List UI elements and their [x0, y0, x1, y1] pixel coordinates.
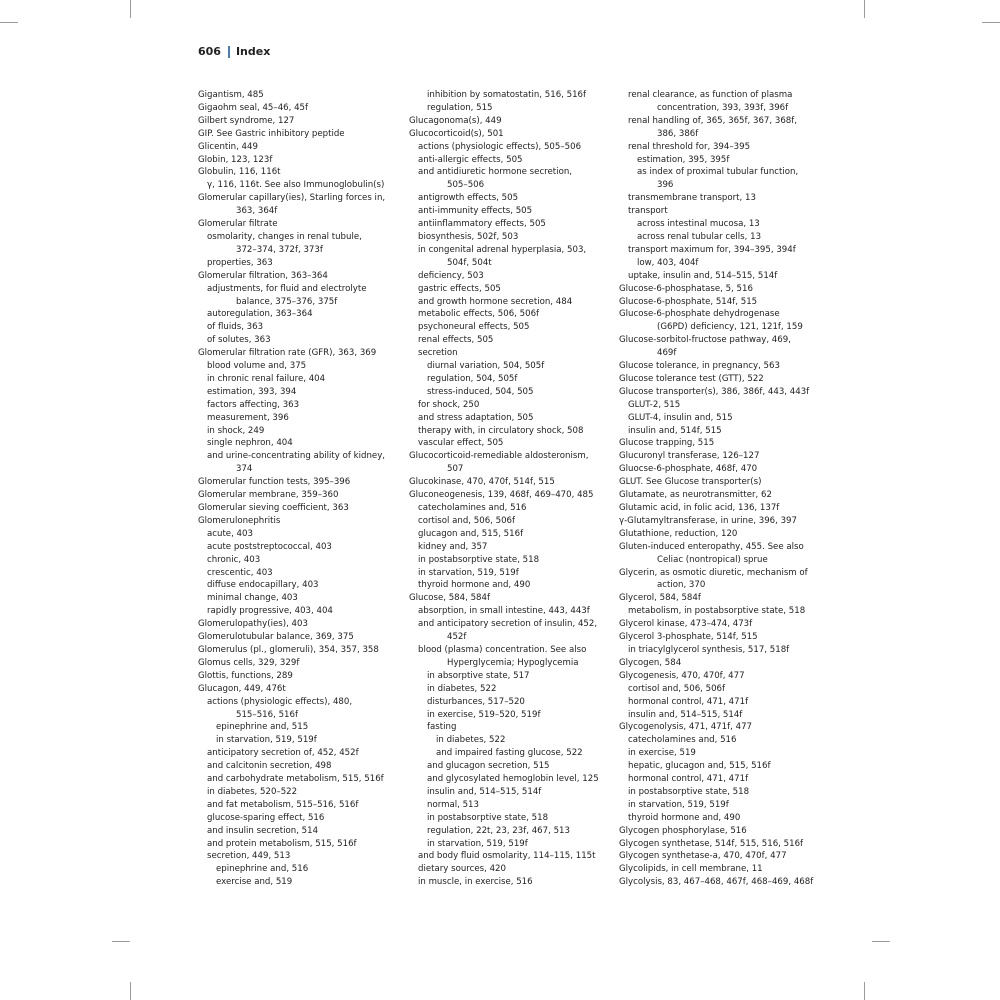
index-entry: regulation, 504, 505f: [427, 373, 518, 384]
index-entry: insulin and, 514–515, 514f: [628, 709, 743, 720]
index-entry: GLUT-2, 515: [628, 399, 681, 410]
index-entry: Glomerular sieving coefficient, 363: [198, 503, 349, 513]
index-entry: in postabsorptive state, 518: [418, 554, 540, 565]
index-entry: renal handling of, 365, 365f, 367, 368f,: [628, 115, 798, 126]
index-entry: antiinflammatory effects, 505: [418, 219, 546, 230]
index-entry: and insulin secretion, 514: [207, 825, 319, 836]
index-entry: gastric effects, 505: [418, 283, 501, 294]
index-entry: glucagon and, 515, 516f: [418, 528, 524, 539]
index-entry: Gluten-induced enteropathy, 455. See also: [619, 541, 804, 552]
index-entry: Glycogenolysis, 471, 471f, 477: [619, 722, 753, 733]
index-entry: and urine-concentrating ability of kidney,: [207, 451, 386, 462]
index-entry: autoregulation, 363–364: [207, 309, 313, 320]
index-entry: in diabetes, 522: [436, 735, 506, 746]
index-entry: anti-immunity effects, 505: [418, 206, 533, 217]
index-entry: as index of proximal tubular function,: [637, 167, 799, 178]
index-entry: and anticipatory secretion of insulin, 452,: [418, 619, 598, 630]
index-entry: psychoneural effects, 505: [418, 322, 530, 333]
index-entry: estimation, 395, 395f: [637, 154, 730, 165]
index-entry: Glucose-sorbitol-fructose pathway, 469,: [619, 335, 791, 346]
index-entry: uptake, insulin and, 514–515, 514f: [628, 270, 778, 281]
index-entry: insulin and, 514f, 515: [628, 425, 722, 436]
index-entry: acute, 403: [207, 528, 253, 539]
index-entry: of solutes, 363: [207, 335, 271, 346]
index-entry: epinephrine and, 515: [216, 722, 309, 733]
index-entry: normal, 513: [427, 799, 479, 810]
index-entry: hormonal control, 471, 471f: [628, 774, 749, 785]
index-entry: Glomerular filtration, 363–364: [198, 270, 328, 281]
index-entry: in muscle, in exercise, 516: [418, 877, 533, 888]
index-entry: 505–506: [447, 180, 485, 191]
index-entry: Glomerulotubular balance, 369, 375: [198, 632, 354, 643]
index-entry: Glycolipids, in cell membrane, 11: [619, 864, 763, 875]
index-entry: adjustments, for fluid and electrolyte: [207, 283, 367, 294]
index-entry: and fat metabolism, 515–516, 516f: [207, 799, 359, 810]
index-entry: Globulin, 116, 116t: [198, 167, 281, 178]
index-entry: Glucose transporter(s), 386, 386f, 443, 443f: [619, 386, 810, 397]
index-entry: and impaired fasting glucose, 522: [436, 748, 583, 759]
crop-mark-bottom-left: [130, 982, 131, 1000]
crop-mark-right-top: [982, 22, 1000, 23]
index-entry: Glomerulopathy(ies), 403: [198, 619, 308, 630]
index-entry: Glucose trapping, 515: [619, 438, 715, 449]
index-entry: in postabsorptive state, 518: [628, 786, 750, 797]
index-entry: catecholamines and, 516: [418, 503, 527, 513]
index-entry: in exercise, 519: [628, 748, 696, 759]
index-entry: 386, 386f: [657, 128, 699, 139]
index-entry: 372–374, 372f, 373f: [236, 244, 323, 255]
index-entry: in shock, 249: [207, 425, 265, 436]
index-entry: estimation, 393, 394: [207, 386, 297, 397]
index-entry: of fluids, 363: [207, 322, 264, 333]
index-entry: GLUT. See Glucose transporter(s): [619, 477, 762, 488]
index-entry: in chronic renal failure, 404: [207, 373, 326, 384]
index-entry: rapidly progressive, 403, 404: [207, 606, 333, 617]
index-entry: osmolarity, changes in renal tubule,: [207, 231, 362, 242]
index-entry: in exercise, 519–520, 519f: [427, 709, 541, 720]
index-entry: transmembrane transport, 13: [628, 193, 756, 204]
index-entry: diurnal variation, 504, 505f: [427, 361, 545, 372]
index-entry: Glucose tolerance, in pregnancy, 563: [619, 361, 780, 372]
index-entry: metabolic effects, 506, 506f: [418, 309, 540, 320]
index-entry: kidney and, 357: [418, 541, 488, 552]
index-entry: Globin, 123, 123f: [198, 154, 273, 165]
index-entry: diffuse endocapillary, 403: [207, 580, 319, 591]
index-entry: epinephrine and, 516: [216, 864, 309, 875]
index-entry: inhibition by somatostatin, 516, 516f: [427, 90, 587, 100]
index-entry: Glomerular membrane, 359–360: [198, 490, 339, 501]
index-entry: Hyperglycemia; Hypoglycemia: [447, 657, 579, 668]
index-entry: disturbances, 517–520: [427, 696, 525, 707]
index-entry: cortisol and, 506, 506f: [418, 515, 516, 526]
index-entry: γ-Glutamyltransferase, in urine, 396, 397: [619, 515, 797, 526]
index-entry: hormonal control, 471, 471f: [628, 696, 749, 707]
index-entry: transport: [628, 206, 668, 217]
index-entry: Glycogen, 584: [619, 657, 682, 668]
index-entry: anti-allergic effects, 505: [418, 154, 523, 165]
index-entry: in starvation, 519, 519f: [628, 799, 729, 810]
index-entry: 374: [236, 464, 253, 475]
index-entry: Glomerular capillary(ies), Starling forces in,: [198, 193, 386, 204]
index-entry: (G6PD) deficiency, 121, 121f, 159: [657, 322, 803, 333]
index-entry: 515–516, 516f: [236, 709, 298, 720]
index-entry: 396: [657, 180, 674, 191]
index-entry: stress-induced, 504, 505: [427, 386, 534, 397]
index-entry: dietary sources, 420: [418, 864, 506, 875]
index-entry: thyroid hormone and, 490: [418, 580, 531, 591]
index-entry: Glycogen phosphorylase, 516: [619, 825, 747, 836]
index-entry: absorption, in small intestine, 443, 443f: [418, 606, 590, 617]
index-entry: and glucagon secretion, 515: [427, 761, 550, 772]
index-entry: in diabetes, 520–522: [207, 786, 298, 797]
index-entry: Glycogenesis, 470, 470f, 477: [619, 670, 745, 681]
index-entry: and glycosylated hemoglobin level, 125: [427, 774, 599, 785]
index-entry: deficiency, 503: [418, 270, 484, 281]
index-entry: antigrowth effects, 505: [418, 193, 519, 204]
index-entry: minimal change, 403: [207, 593, 298, 604]
index-entry: Glomerular filtration rate (GFR), 363, 369: [198, 348, 377, 359]
index-entry: for shock, 250: [418, 399, 480, 410]
index-entry: Glomerular function tests, 395–396: [198, 477, 351, 488]
index-entry: actions (physiologic effects), 505–506: [418, 141, 582, 152]
index-entry: in starvation, 519, 519f: [427, 838, 528, 849]
index-entry: insulin and, 514–515, 514f: [427, 786, 542, 797]
index-entry: low, 403, 404f: [637, 257, 699, 268]
page-title: Index: [235, 45, 271, 58]
index-entry: Glucagonoma(s), 449: [409, 115, 502, 126]
index-entry: 469f: [657, 348, 677, 359]
index-entry: secretion, 449, 513: [207, 851, 291, 862]
index-entry: Glutathione, reduction, 120: [619, 528, 738, 539]
index-entry: exercise and, 519: [216, 877, 293, 888]
index-entry: Celiac (nontropical) sprue: [657, 554, 768, 565]
index-entry: Gilbert syndrome, 127: [198, 115, 295, 126]
index-entry: Glucose-6-phosphate, 514f, 515: [619, 296, 758, 307]
index-entry: in absorptive state, 517: [427, 670, 530, 681]
index-column-2: [409, 89, 599, 889]
index-entry: renal threshold for, 394–395: [628, 141, 751, 152]
index-entry: anticipatory secretion of, 452, 452f: [207, 748, 359, 759]
index-entry: and carbohydrate metabolism, 515, 516f: [207, 774, 384, 785]
index-entry: Glucose, 584, 584f: [409, 593, 490, 604]
index-entry: renal clearance, as function of plasma: [628, 90, 793, 100]
index-entry: regulation, 22t, 23, 23f, 467, 513: [427, 825, 570, 836]
index-entry: across renal tubular cells, 13: [637, 231, 762, 242]
index-entry: and calcitonin secretion, 498: [207, 761, 332, 772]
crop-mark-left-bottom: [112, 941, 130, 942]
page-header: [198, 45, 270, 59]
index-entry: Gluocse-6-phosphate, 468f, 470: [619, 464, 758, 475]
index-entry: Glycerin, as osmotic diuretic, mechanism of: [619, 567, 808, 578]
index-entry: Glomerulonephritis: [198, 515, 281, 526]
index-entry: catecholamines and, 516: [628, 735, 737, 746]
index-entry: GLUT-4, insulin and, 515: [628, 412, 733, 423]
index-entry: actions (physiologic effects), 480,: [207, 696, 353, 707]
index-entry: Glucocorticoid(s), 501: [409, 128, 504, 139]
index-entry: in starvation, 519, 519f: [216, 735, 317, 746]
index-entry: biosynthesis, 502f, 503: [418, 231, 519, 242]
index-entry: Glycogen synthetase-a, 470, 470f, 477: [619, 851, 787, 862]
index-entry: factors affecting, 363: [207, 399, 300, 410]
index-entry: in postabsorptive state, 518: [427, 812, 549, 823]
index-entry: blood (plasma) concentration. See also: [418, 644, 587, 655]
index-entry: 507: [447, 464, 464, 475]
index-entry: Glicentin, 449: [198, 141, 258, 152]
index-entry: Glomus cells, 329, 329f: [198, 657, 300, 668]
index-entry: thyroid hormone and, 490: [628, 812, 741, 823]
index-entry: Glucagon, 449, 476t: [198, 683, 286, 694]
index-entry: in diabetes, 522: [427, 683, 497, 694]
index-entry: vascular effect, 505: [418, 438, 504, 449]
crop-mark-bottom-right: [864, 982, 865, 1000]
index-entry: chronic, 403: [207, 554, 261, 565]
index-entry: 504f, 504t: [447, 257, 492, 268]
index-entry: GIP. See Gastric inhibitory peptide: [198, 128, 345, 139]
index-entry: in starvation, 519, 519f: [418, 567, 519, 578]
index-entry: regulation, 515: [427, 102, 493, 113]
index-entry: Glottis, functions, 289: [198, 670, 293, 681]
index-entry: Glycerol 3-phosphate, 514f, 515: [619, 632, 758, 643]
index-entry: Glucuronyl transferase, 126–127: [619, 451, 760, 462]
index-entry: concentration, 393, 393f, 396f: [657, 102, 789, 113]
index-entry: and growth hormone secretion, 484: [418, 296, 573, 307]
index-entry: γ, 116, 116t. See also Immunoglobulin(s): [207, 180, 385, 191]
index-entry: glucose-sparing effect, 516: [207, 812, 325, 823]
index-entry: Gigaohm seal, 45–46, 45f: [198, 102, 309, 113]
index-entry: Glomerular filtrate: [198, 219, 278, 230]
index-entry: hepatic, glucagon and, 515, 516f: [628, 761, 771, 772]
index-entry: Glycolysis, 83, 467–468, 467f, 468–469, 468f: [619, 877, 814, 888]
index-entry: Glucocorticoid-remediable aldosteronism,: [409, 451, 589, 462]
page-number: 606: [198, 45, 221, 58]
index-entry: Glucose-6-phosphate dehydrogenase: [619, 309, 780, 320]
index-entry: across intestinal mucosa, 13: [637, 219, 760, 230]
index-entry: Glycogen synthetase, 514f, 515, 516, 516f: [619, 838, 804, 849]
index-entry: Glomerulus (pl., glomeruli), 354, 357, 358: [198, 644, 379, 655]
index-entry: action, 370: [657, 580, 706, 591]
index-entry: renal effects, 505: [418, 335, 494, 346]
index-entry: cortisol and, 506, 506f: [628, 683, 726, 694]
index-entry: and stress adaptation, 505: [418, 412, 534, 423]
crop-mark-right-bottom: [872, 941, 890, 942]
crop-mark-top-right: [864, 0, 865, 18]
index-entry: and protein metabolism, 515, 516f: [207, 838, 357, 849]
index-entry: Glycerol kinase, 473–474, 473f: [619, 619, 753, 630]
index-entry: Glutamate, as neurotransmitter, 62: [619, 490, 772, 501]
index-entry: Glucose tolerance test (GTT), 522: [619, 373, 764, 384]
crop-mark-top-left: [130, 0, 131, 18]
index-entry: therapy with, in circulatory shock, 508: [418, 425, 584, 436]
index-entry: Gigantism, 485: [198, 90, 264, 100]
index-entry: balance, 375–376, 375f: [236, 296, 338, 307]
index-entry: Glucokinase, 470, 470f, 514f, 515: [409, 477, 555, 488]
index-entry: in congenital adrenal hyperplasia, 503,: [418, 244, 587, 255]
index-entry: crescentic, 403: [207, 567, 273, 578]
index-column-1: [198, 89, 388, 889]
index-entry: and antidiuretic hormone secretion,: [418, 167, 572, 178]
index-entry: secretion: [418, 348, 458, 359]
index-entry: fasting: [427, 722, 457, 733]
index-entry: transport maximum for, 394–395, 394f: [628, 244, 796, 255]
index-entry: 363, 364f: [236, 206, 278, 217]
index-entry: measurement, 396: [207, 412, 289, 423]
header-divider: [228, 46, 230, 58]
crop-mark-left-top: [0, 22, 18, 23]
index-entry: in triacylglycerol synthesis, 517, 518f: [628, 644, 790, 655]
index-entry: single nephron, 404: [207, 438, 293, 449]
index-entry: Glycerol, 584, 584f: [619, 593, 701, 604]
index-entry: Gluconeogenesis, 139, 468f, 469–470, 485: [409, 490, 594, 501]
index-entry: and body fluid osmolarity, 114–115, 115t: [418, 851, 596, 862]
index-entry: metabolism, in postabsorptive state, 518: [628, 606, 806, 617]
index-entry: 452f: [447, 632, 467, 643]
index-entry: Glucose-6-phosphatase, 5, 516: [619, 283, 753, 294]
index-entry: blood volume and, 375: [207, 361, 307, 372]
index-column-3: [619, 89, 814, 889]
index-entry: Glutamic acid, in folic acid, 136, 137f: [619, 503, 780, 513]
index-entry: properties, 363: [207, 257, 273, 268]
index-entry: acute poststreptococcal, 403: [207, 541, 332, 552]
